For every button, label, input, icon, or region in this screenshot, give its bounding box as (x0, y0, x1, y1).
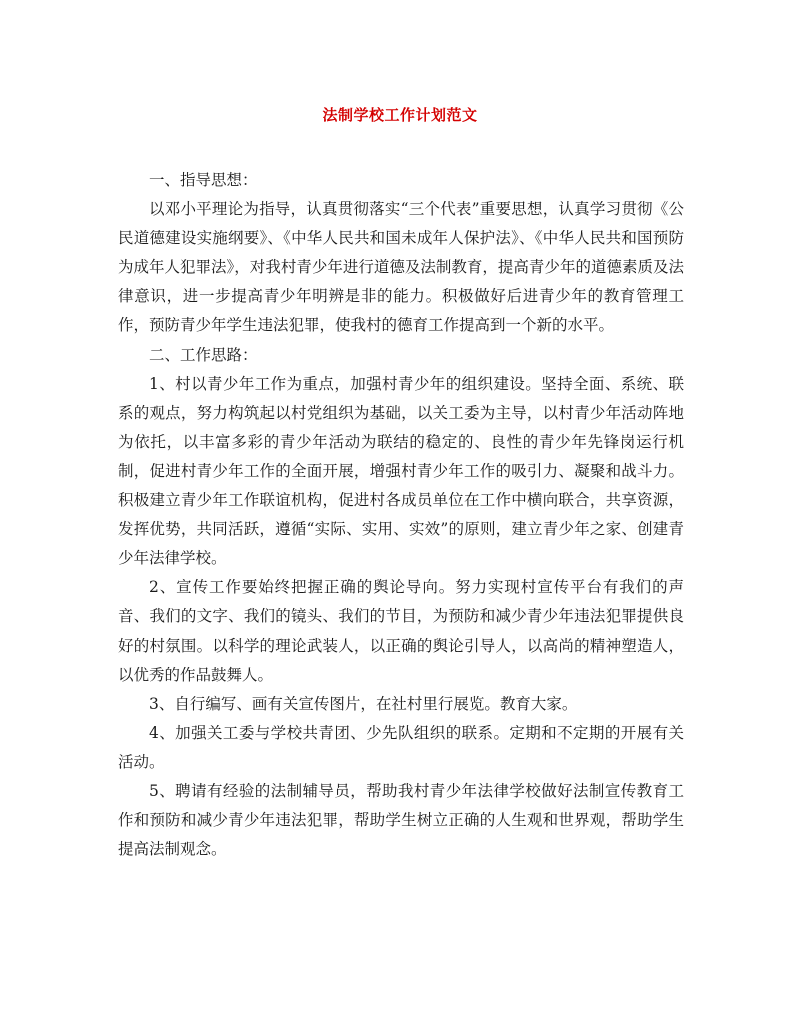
paragraph-item-4: 4、加强关工委与学校共青团、少先队组织的联系。定期和不定期的开展有关活动。 (118, 723, 684, 771)
document-body (118, 166, 684, 864)
section-heading-guiding-ideology: 一、指导思想： (149, 171, 258, 189)
paragraph-guiding-ideology: 以邓小平理论为指导，认真贯彻落实“三个代表”重要思想，认真学习贯彻《公民道德建设实施纲要》、《中华人民共和国未成年人保护法》、《中华人民共和国预防为成年人犯罪法》，对我村青少年进行道德及法制教育，提高青少年的道德素质及法律意识，进一步提高青少年明辨是非的能力。积极做好后进青少年的教育管理工作，预防青少年学生违法犯罪，使我村的德育工作提高到一个新的水平。 (118, 200, 684, 335)
document-title: 法制学校工作计划范文 (322, 106, 478, 124)
paragraph-item-3: 3、自行编写、画有关宣传图片，在社村里行展览。教育大家。 (149, 694, 578, 713)
paragraph-item-2: 2、宣传工作要始终把握正确的舆论导向。努力实现村宣传平台有我们的声音、我们的文字、我们的镜头、我们的节目，为预防和减少青少年违法犯罪提供良好的村氛围。以科学的理论武装人，以正确的舆论引导人，以高尚的精神塑造人，以优秀的作品鼓舞人。 (118, 578, 684, 684)
section-heading-work-approach: 二、工作思路： (149, 345, 258, 364)
paragraph-item-5: 5、聘请有经验的法制辅导员，帮助我村青少年法律学校做好法制宣传教育工作和预防和减少青少年违法犯罪，帮助学生树立正确的人生观和世界观，帮助学生提高法制观念。 (118, 781, 684, 859)
paragraph-item-1: 1、村以青少年工作为重点，加强村青少年的组织建设。坚持全面、系统、联系的观点，努力构筑起以村党组织为基础，以关工委为主导，以村青少年活动阵地为依托，以丰富多彩的青少年活动为联结的稳定的、良性的青少年先锋岗运行机制，促进村青少年工作的全面开展，增强村青少年工作的吸引力、凝聚和战斗力。积极建立青少年工作联谊机构，促进村各成员单位在工作中横向联合，共享资源，发挥优势，共同活跃，遵循“实际、实用、实效”的原则，建立青少年之家、创建青少年法律学校。 (118, 374, 684, 568)
